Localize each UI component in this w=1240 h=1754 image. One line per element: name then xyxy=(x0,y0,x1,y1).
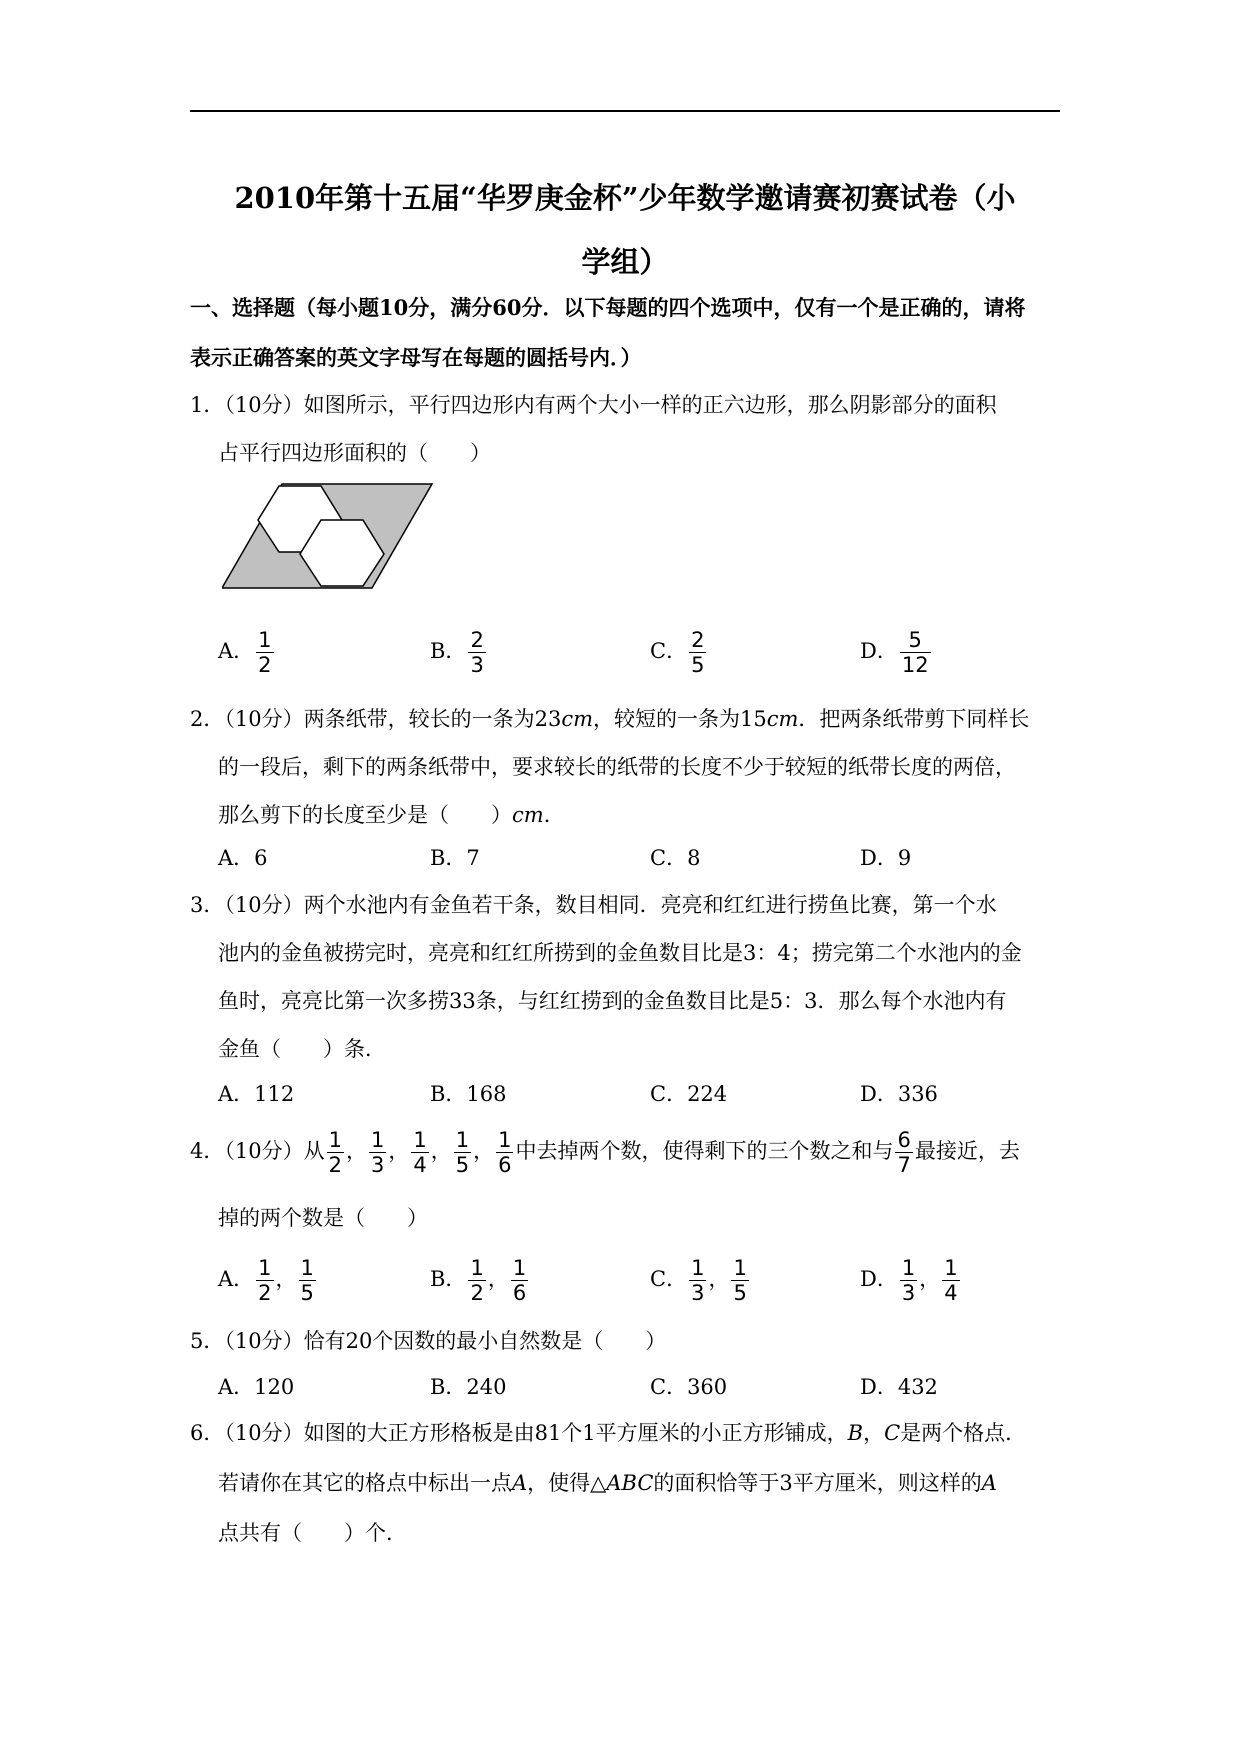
q4-text-line-2: 掉的两个数是（ ） xyxy=(218,1206,428,1230)
q4-option-d[interactable]: D． $\frac{1}{3}$ ， $\frac{1}{4}$ xyxy=(860,1256,958,1305)
fraction: $\frac{2}{5}$ xyxy=(691,628,705,677)
parallelogram-hexagons-figure xyxy=(222,480,436,592)
q3-option-a[interactable]: A．112 xyxy=(218,1082,295,1106)
q2-option-c[interactable]: C．8 xyxy=(650,846,701,870)
exam-title-line-1: 2010年第十五届“华罗庚金杯”少年数学邀请赛初赛试卷（小 xyxy=(234,181,1016,215)
section-instructions-line-1: 一、选择题（每小题10分，满分60分．以下每题的四个选项中，仅有一个是正确的，请将 xyxy=(190,295,1026,320)
q4-option-a[interactable]: A． $\frac{1}{2}$ ， $\frac{1}{5}$ xyxy=(218,1256,314,1305)
q2-option-b[interactable]: B．7 xyxy=(430,846,480,870)
q5-option-b[interactable]: B．240 xyxy=(430,1375,507,1399)
q3-option-b[interactable]: B．168 xyxy=(430,1082,507,1106)
q1-option-d[interactable]: D． $\frac{5}{12}$ xyxy=(860,628,929,677)
q1-text-line-2: 占平行四边形面积的（ ） xyxy=(218,441,491,465)
exam-title-line-2: 学组） xyxy=(581,245,669,279)
fraction: $\frac{2}{3}$ xyxy=(470,628,484,677)
q2-option-d[interactable]: D．9 xyxy=(860,846,912,870)
q3-option-c[interactable]: C．224 xyxy=(650,1082,728,1106)
q4-option-c[interactable]: C． $\frac{1}{3}$ ， $\frac{1}{5}$ xyxy=(650,1256,747,1305)
q3-option-d[interactable]: D．336 xyxy=(860,1082,938,1106)
q2-text-line-2: 的一段后，剩下的两条纸带中，要求较长的纸带的长度不少于较短的纸带长度的两倍， xyxy=(218,755,1016,779)
fraction: $\frac{5}{12}$ xyxy=(901,628,929,677)
q3-text-line-2: 池内的金鱼被捞完时，亮亮和红红所捞到的金鱼数目比是3：4；捞完第二个水池内的金 xyxy=(218,941,1022,965)
q5-option-c[interactable]: C．360 xyxy=(650,1375,728,1399)
q6-text-line-1: 6．（10分）如图的大正方形格板是由81个1平方厘米的小正方形铺成，B，C是两个格点． xyxy=(190,1421,1027,1445)
fraction: $\frac{1}{2}$ xyxy=(258,628,272,677)
q1-option-c[interactable]: C． $\frac{2}{5}$ xyxy=(650,628,705,677)
q1-text-line-1: 1．（10分）如图所示，平行四边形内有两个大小一样的正六边形，那么阴影部分的面积 xyxy=(190,393,997,417)
q4-option-b[interactable]: B． $\frac{1}{2}$ ， $\frac{1}{6}$ xyxy=(430,1256,527,1305)
q3-text-line-4: 金鱼（ ）条． xyxy=(218,1037,386,1061)
q5-option-a[interactable]: A．120 xyxy=(218,1375,295,1399)
q2-text-line-1: 2．（10分）两条纸带，较长的一条为23cm，较短的一条为15cm．把两条纸带剪下同样长 xyxy=(190,707,1030,731)
q3-text-line-1: 3．（10分）两个水池内有金鱼若干条，数目相同．亮亮和红红进行捞鱼比赛，第一个水 xyxy=(190,893,997,917)
q6-text-line-2: 若请你在其它的格点中标出一点A，使得△ABC的面积恰等于3平方厘米，则这样的A xyxy=(218,1471,997,1495)
section-instructions-line-2: 表示正确答案的英文字母写在每题的圆括号内．） xyxy=(190,345,642,370)
q5-option-d[interactable]: D．432 xyxy=(860,1375,938,1399)
q5-text-line-1: 5．（10分）恰有20个因数的最小自然数是（ ） xyxy=(190,1329,667,1353)
q1-option-a[interactable]: A． $\frac{1}{2}$ xyxy=(218,628,272,677)
q6-text-line-3: 点共有（ ）个． xyxy=(218,1521,407,1545)
q1-option-b[interactable]: B． $\frac{2}{3}$ xyxy=(430,628,484,677)
q4-text-line-1: 4．（10分）从 $\frac{1}{2}$ ， $\frac{1}{3}$ ， $\frac{1}{4}$ ， $\frac{1}{5}$ ， $\frac{1}{6}$ 中去掉两个数，使得剩下的三个数之和与 $\frac{6}{7}$ 最接近，去 xyxy=(190,1128,1020,1177)
q3-text-line-3: 鱼时，亮亮比第一次多捞33条，与红红捞到的金鱼数目比是5：3．那么每个水池内有 xyxy=(218,989,1007,1013)
q2-text-line-3: 那么剪下的长度至少是（ ）cm． xyxy=(218,803,565,827)
header-rule xyxy=(190,110,1060,112)
q2-option-a[interactable]: A．6 xyxy=(218,846,268,870)
